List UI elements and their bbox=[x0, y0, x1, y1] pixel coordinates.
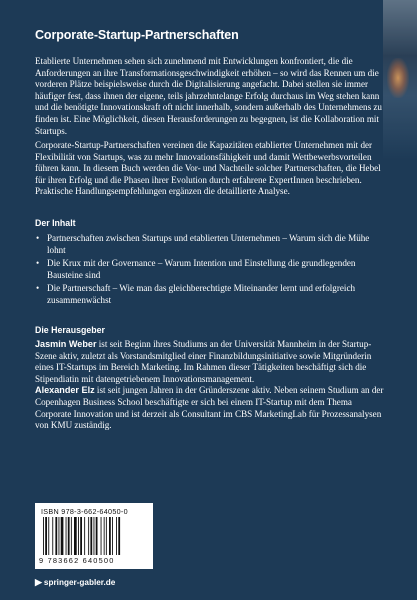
contents-list bbox=[35, 233, 385, 309]
summary-paragraph: Corporate-Startup-Partnerschaften vereinen die Kapazitäten etablierter Unternehmen mit der Flexibilität von Startups, was zu mehr Innovationsfähigkeit und damit Wettbewerbsvorteilen führen kann. In diesem Buch werden die Vor- und Nachteile solcher Partnerschaften, die Hebel für ihren Erfolg und die Phasen ihrer Evolution durch erfahrene ExpertInnen beschrieben. Praktische Handlungsempfehlungen ergänzen die detaillierte Analyse. bbox=[35, 140, 381, 197]
publisher-website[interactable] bbox=[35, 577, 115, 588]
barcode-number: 9 783662 640500 bbox=[39, 556, 115, 565]
editor-name: Jasmin Weber bbox=[35, 339, 97, 349]
cover-photo-strip bbox=[383, 0, 417, 160]
isbn-label: ISBN 978-3-662-64050-0 bbox=[41, 507, 128, 516]
list-item: • Die Partnerschaft – Wie man das gleichberechtigte Miteinander lernt und erfolgreich zusammenwächst bbox=[35, 283, 385, 306]
intro-paragraph: Etablierte Unternehmen sehen sich zunehmend mit Entwicklungen konfrontiert, die die Anforderungen an ihre Transformationsgeschwindigkeit erhöhen – so wird das Rennen um die vorderen Plätze beispielsweise durch die Digitalisierung angefacht. Dabei stellen sie immer häufiger fest, dass ihnen der eigene, teils jahrzehntelange Erfolg durchaus im Weg stehen kann und die benötigte Innovationskraft oft nicht innerhalb, sondern außerhalb des Unternehmens zu finden ist. Eine Möglichkeit, diesen Herausforderungen zu begegnen, ist die Kollaboration mit Startups. bbox=[35, 56, 382, 136]
list-item: • Die Krux mit der Governance – Warum Intention und Einstellung die grundlegenden Bausteine sind bbox=[35, 258, 385, 281]
contents-heading: Der Inhalt bbox=[35, 218, 76, 228]
arrow-right-icon: ▶ bbox=[35, 577, 42, 587]
editors-heading: Die Herausgeber bbox=[35, 325, 105, 335]
list-item: • Partnerschaften zwischen Startups und etablierten Unternehmen – Warum sich die Mühe lohnt bbox=[35, 233, 385, 256]
barcode-icon bbox=[41, 517, 147, 555]
editors-bio bbox=[35, 339, 385, 432]
editor-bio: ist seit Beginn ihres Studiums an der Universität Mannheim in der Startup-Szene aktiv, zuletzt als Vorstandsmitglied einer Finanzbildungsinitiative sowie Mitgründerin eines IT-Startups im Bereich Marketing. Im Rahmen dieser Tätigkeiten beschäftigt sich die Stipendiatin mit datengetriebenem Innovationsmanagement. bbox=[35, 339, 372, 384]
website-label: springer-gabler.de bbox=[43, 578, 116, 587]
editor-bio: ist seit jungen Jahren in der Gründerszene aktiv. Neben seinem Studium an der Copenhagen Business School beschäftigte er sich bei einem IT-Startup mit dem Thema Corporate Innovation und ist derzeit als Consultant im CBS MarketingLab für Prozessanalysen von KMU zuständig. bbox=[35, 385, 384, 431]
editor-name: Alexander Elz bbox=[35, 385, 95, 396]
book-title: Corporate-Startup-Partnerschaften bbox=[35, 28, 239, 42]
isbn-barcode bbox=[35, 503, 153, 569]
